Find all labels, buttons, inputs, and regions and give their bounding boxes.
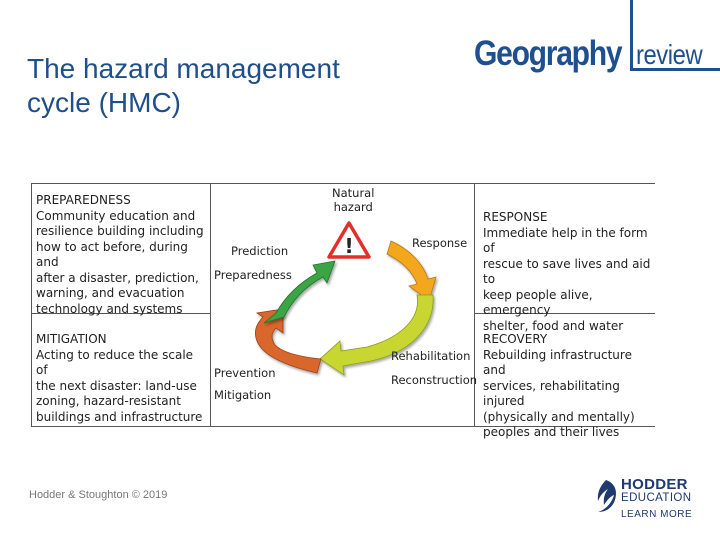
cycle-label-prevention: Prevention — [214, 366, 276, 380]
response-line: Immediate help in the form of — [483, 225, 648, 255]
cycle-label-natural-hazard — [332, 186, 374, 214]
response-line: shelter, food and water — [483, 318, 624, 333]
logo-vertical-bar — [630, 0, 633, 70]
rehabilitation-arrow — [320, 295, 433, 375]
slide-title-line-1: The hazard management — [27, 53, 340, 84]
preparedness-line: warning, and evacuation — [36, 286, 185, 300]
response-line: keep people alive, emergency — [483, 287, 593, 317]
response-arrow — [387, 241, 436, 301]
recovery-line: services, rehabilitating injured — [483, 378, 620, 408]
cycle-label-response: Response — [412, 236, 468, 250]
slide-title-line-2: cycle (HMC) — [27, 87, 181, 118]
preparedness-line: Community education and — [36, 208, 196, 223]
mitigation-line: buildings and infrastructure — [36, 409, 203, 424]
logo-review-text: review — [636, 39, 703, 70]
mitigation-line: Acting to reduce the scale of — [36, 347, 194, 377]
cycle-label-mitigation: Mitigation — [214, 388, 272, 402]
preparedness-line: after a disaster, prediction, — [36, 270, 199, 285]
mitigation-line: zoning, hazard-resistant — [36, 394, 181, 408]
hodder-word: HODDER — [621, 476, 688, 493]
geography-review-logo — [474, 30, 720, 80]
preparedness-line: technology and systems — [36, 301, 183, 316]
cycle-label-reconstruction: Reconstruction — [391, 373, 478, 387]
cycle-arrows-graphic — [31, 183, 655, 427]
recovery-heading: RECOVERY — [483, 332, 548, 346]
slide-title — [27, 52, 427, 120]
hodder-education-logo — [592, 476, 720, 522]
hodder-leaf-icon — [592, 478, 618, 514]
cycle-label-preparedness: Preparedness — [214, 268, 292, 282]
mitigation-line: the next disaster: land-use — [36, 378, 197, 393]
mitigation-heading: MITIGATION — [36, 332, 107, 346]
recovery-line: peoples and their lives — [483, 425, 620, 439]
mitigation-arrow — [255, 309, 321, 373]
logo-geography-text: Geography — [474, 34, 622, 73]
education-word: EDUCATION — [621, 492, 692, 504]
preparedness-line: resilience building including — [36, 224, 204, 238]
warning-exclamation: ! — [344, 234, 354, 258]
preparedness-heading: PREPAREDNESS — [36, 193, 131, 207]
recovery-line: (physically and mentally) — [483, 409, 635, 424]
learn-more-link[interactable]: LEARN MORE — [621, 509, 693, 520]
copyright-footer: Hodder & Stoughton © 2019 — [29, 489, 168, 501]
cycle-label-prediction: Prediction — [231, 244, 289, 258]
response-heading: RESPONSE — [483, 210, 548, 224]
hazard-management-cycle-diagram — [31, 183, 655, 439]
cycle-label-rehabilitation: Rehabilitation — [391, 349, 471, 363]
preparedness-line: how to act before, during and — [36, 239, 188, 269]
response-line: rescue to save lives and aid to — [483, 256, 651, 286]
natural-hazard-line-1: Natural — [332, 186, 375, 200]
natural-hazard-line-2: hazard — [333, 200, 373, 214]
recovery-line: Rebuilding infrastructure and — [483, 347, 632, 377]
